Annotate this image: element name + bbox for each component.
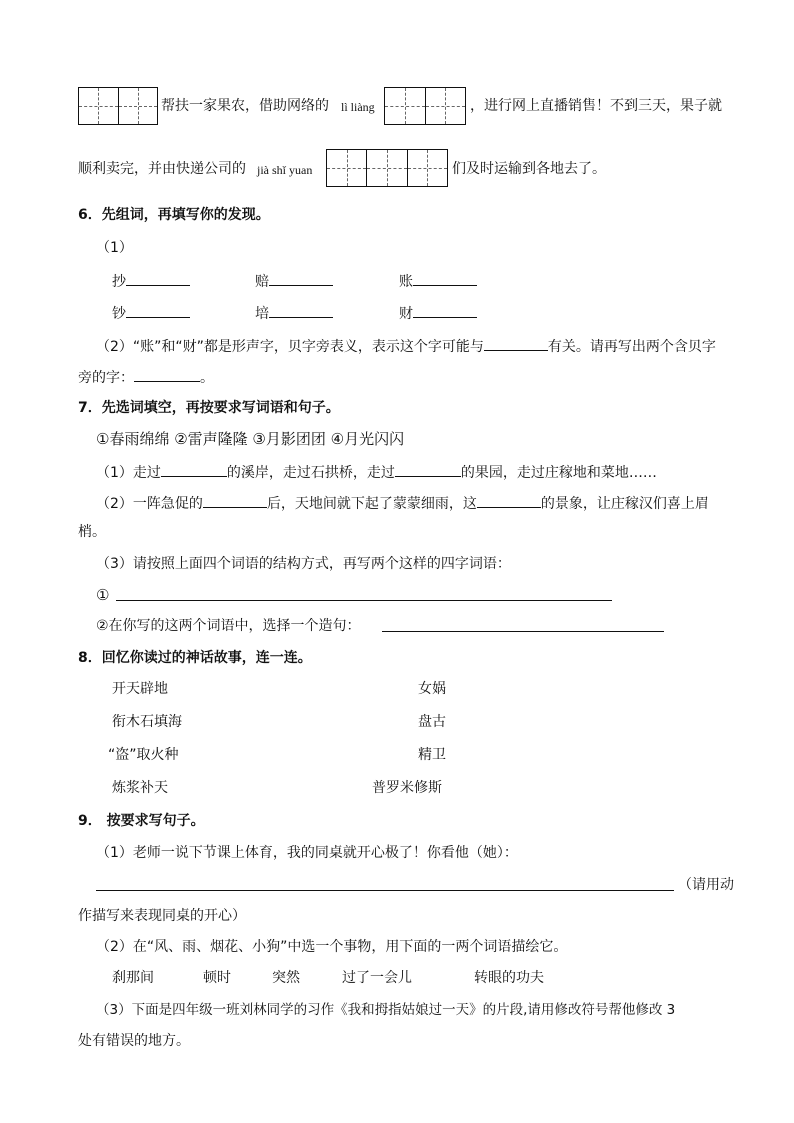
q5-text-1a: 帮扶一家果农，借助网络的	[161, 98, 329, 114]
q9-title: 9． 按要求写句子。	[78, 813, 205, 829]
word-3: 突然	[272, 970, 300, 986]
myth-right-2[interactable]: 盘古	[418, 714, 446, 730]
answer-blank[interactable]	[134, 366, 200, 382]
answer-line[interactable]	[96, 890, 674, 891]
q5-text-2b: 们及时运输到各地去了。	[452, 161, 606, 177]
q7-options: ①春雨绵绵 ②雷声隆隆 ③月影团团 ④月光闪闪	[96, 430, 405, 448]
q7-s2-text-b: 后，天地间就下起了蒙蒙细雨，这	[266, 496, 477, 512]
answer-blank[interactable]	[484, 335, 548, 351]
char-label: 账	[399, 274, 413, 290]
q6-sub2-line1	[96, 335, 716, 357]
q6-sub2-text-d: 。	[200, 370, 214, 386]
q7-s2-cont: 梢。	[78, 524, 106, 540]
q7-s3: （3）请按照上面四个词语的结构方式，再写两个这样的四字词语：	[96, 556, 511, 572]
grid-cell[interactable]	[385, 88, 425, 124]
q7-s2-text-c: 的景象，让庄稼汉们喜上眉	[540, 496, 709, 512]
q6-sub2-text-b: 有关。请再写出两个含贝字	[547, 339, 716, 355]
q6-row1-item1	[112, 270, 190, 292]
answer-blank[interactable]	[126, 270, 190, 286]
answer-grid-3[interactable]	[326, 149, 448, 187]
answer-blank[interactable]	[269, 302, 333, 318]
answer-blank[interactable]	[395, 461, 461, 477]
word-1: 刹那间	[112, 970, 154, 986]
q9-s3-line2: 处有错误的地方。	[78, 1033, 190, 1049]
q7-s3-1-label: ①	[96, 586, 110, 604]
answer-blank[interactable]	[413, 270, 477, 286]
word-5: 转眼的功夫	[474, 970, 544, 986]
char-label: 赔	[255, 274, 269, 290]
q6-row2-item3	[399, 302, 477, 324]
char-label: 培	[255, 306, 269, 322]
q7-s2	[96, 492, 709, 514]
answer-line[interactable]	[382, 631, 664, 632]
q6-row1-item3	[399, 270, 477, 292]
char-label: 财	[399, 306, 413, 322]
q6-sub2-text-a: （2）“账”和“财”都是形声字，贝字旁表义，表示这个字可能与	[96, 339, 484, 355]
myth-left-4[interactable]: 炼浆补天	[112, 780, 168, 796]
char-label: 钞	[112, 306, 126, 322]
q5-text-1b: ，进行网上直播销售！不到三天，果子就	[470, 98, 722, 114]
grid-cell[interactable]	[118, 88, 158, 124]
q7-s1-text-b: 的溪岸，走过石拱桥，走过	[226, 465, 395, 481]
myth-right-1[interactable]: 女娲	[418, 681, 446, 697]
myth-right-3[interactable]: 精卫	[418, 747, 446, 763]
grid-cell[interactable]	[79, 88, 118, 124]
q7-s1	[96, 461, 657, 483]
q9-s2: （2）在“风、雨、烟花、小狗”中选一个事物，用下面的一两个词语描绘它。	[96, 939, 568, 955]
answer-blank[interactable]	[161, 461, 227, 477]
q9-s1-hint-b: 作描写来表现同桌的开心）	[78, 908, 246, 924]
q5-text-2a: 顺利卖完，并由快递公司的	[78, 161, 246, 177]
q8-title: 8．回忆你读过的神话故事，连一连。	[78, 650, 312, 666]
word-4: 过了一会儿	[342, 970, 412, 986]
myth-left-3[interactable]: “盗”取火种	[108, 747, 179, 763]
grid-cell[interactable]	[425, 88, 466, 124]
q7-title: 7．先选词填空，再按要求写词语和句子。	[78, 400, 340, 416]
q6-row2-item1	[112, 302, 190, 324]
q9-s3-line1: （3）下面是四年级一班刘林同学的习作《我和拇指姑娘过一天》的片段,请用修改符号帮他修改 3	[96, 1002, 676, 1018]
q6-sub2-line2	[78, 366, 214, 388]
answer-blank[interactable]	[269, 270, 333, 286]
myth-left-1[interactable]: 开天辟地	[112, 681, 168, 697]
answer-blank[interactable]	[477, 492, 541, 508]
q6-row2-item2	[255, 302, 333, 324]
q6-sub2-text-c: 旁的字：	[78, 370, 134, 386]
q9-s1: （1）老师一说下节课上体育，我的同桌就开心极了！你看他（她）：	[96, 845, 518, 861]
q6-sub1: （1）	[96, 240, 133, 256]
answer-grid-1[interactable]	[78, 87, 158, 125]
q9-s1-hint-a: （请用动	[678, 877, 734, 893]
answer-line[interactable]	[116, 600, 612, 601]
grid-cell[interactable]	[407, 150, 447, 186]
char-label: 抄	[112, 274, 126, 290]
answer-blank[interactable]	[203, 492, 267, 508]
q7-s1-text-c: 的果园，走过庄稼地和菜地……	[460, 465, 657, 481]
q7-s2-text-a: （2）一阵急促的	[96, 496, 203, 512]
pinyin-liliang: lì liàng	[341, 100, 375, 114]
grid-cell[interactable]	[327, 150, 366, 186]
grid-cell[interactable]	[366, 150, 406, 186]
q7-s3-2-label: ②在你写的这两个词语中，选择一个造句：	[96, 618, 361, 634]
q7-s1-text-a: （1）走过	[96, 465, 161, 481]
q6-row1-item2	[255, 270, 333, 292]
q6-title: 6．先组词，再填写你的发现。	[78, 207, 270, 223]
myth-right-4[interactable]: 普罗米修斯	[372, 780, 442, 796]
myth-left-2[interactable]: 衔木石填海	[112, 714, 182, 730]
answer-blank[interactable]	[413, 302, 477, 318]
pinyin-jiashiyuan: jià shǐ yuan	[257, 163, 313, 177]
word-2: 顿时	[203, 970, 231, 986]
answer-grid-2[interactable]	[384, 87, 466, 125]
answer-blank[interactable]	[126, 302, 190, 318]
